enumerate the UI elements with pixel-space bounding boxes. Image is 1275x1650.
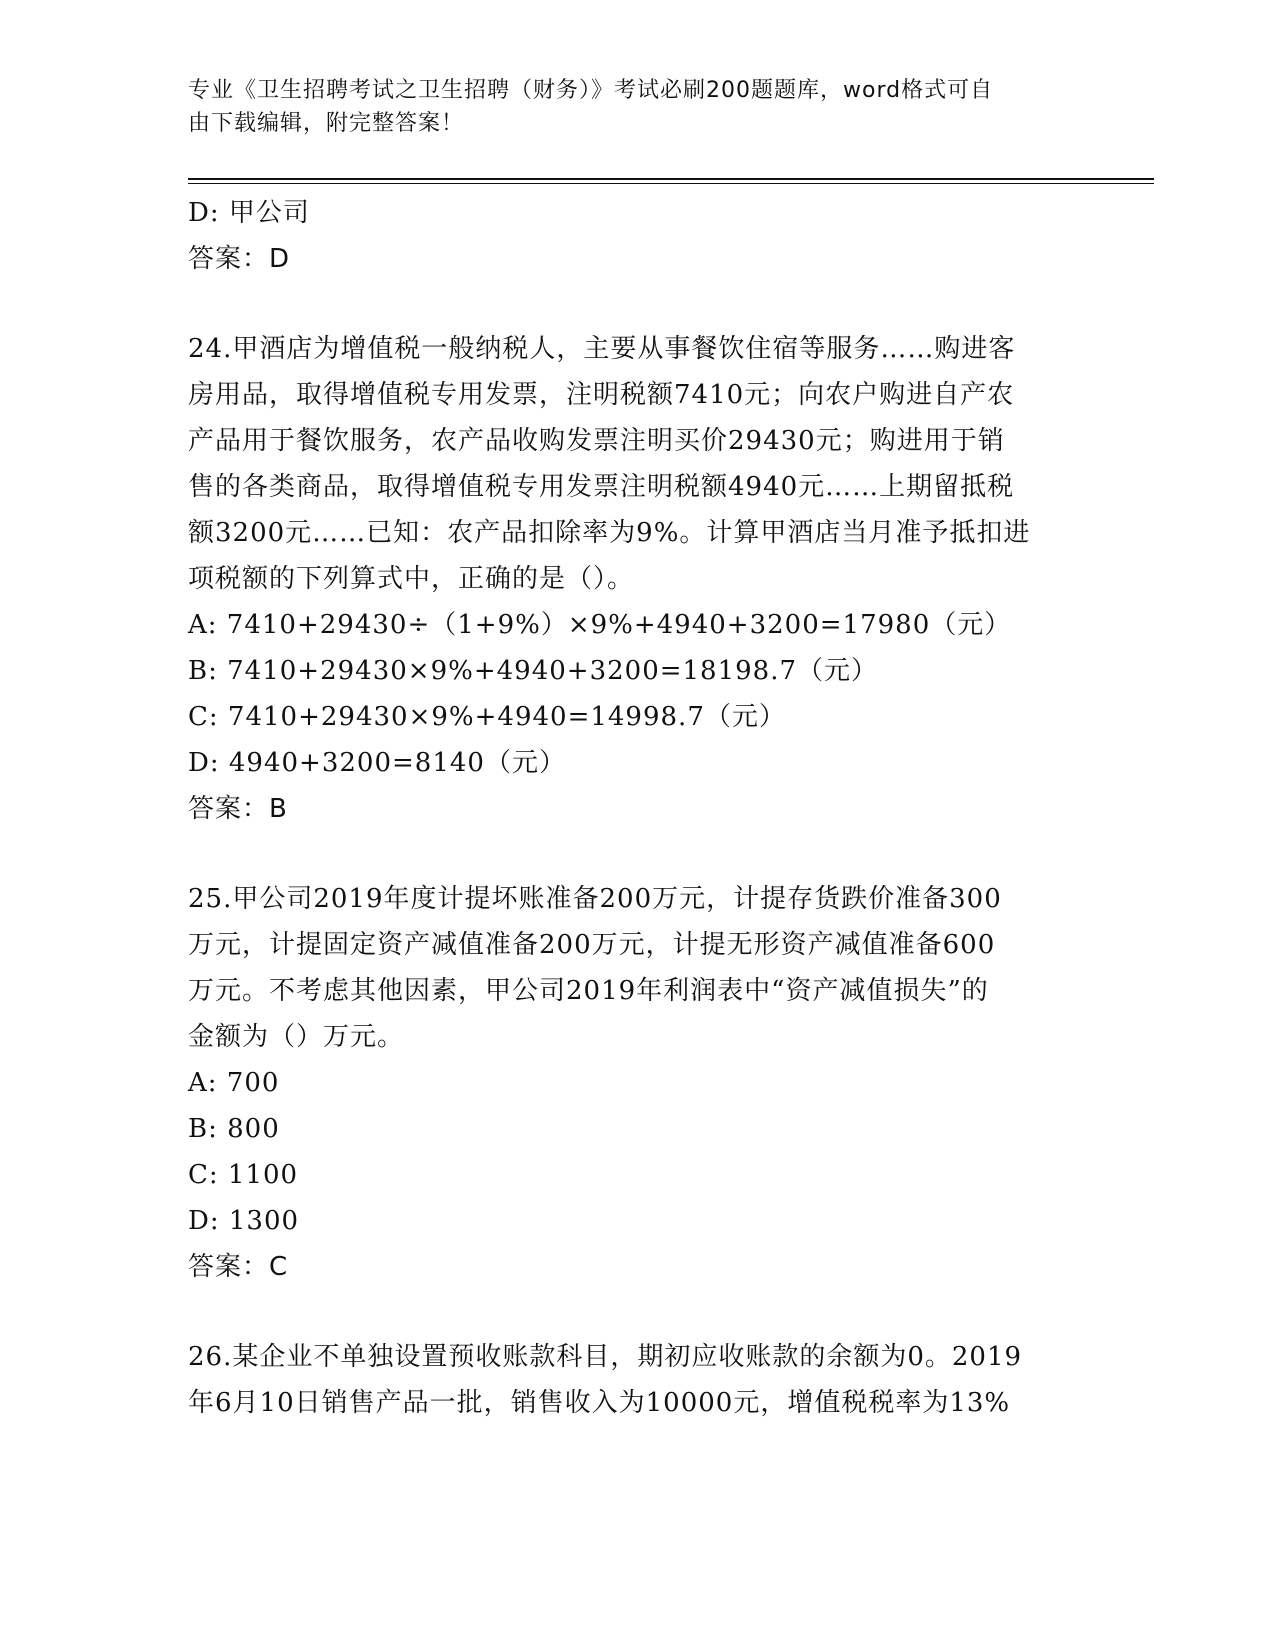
option-d: D: 4940+3200=8140（元） — [188, 748, 566, 778]
header-line-2: 由下载编辑，附完整答案！ — [188, 111, 465, 136]
question-stem — [188, 1334, 1088, 1426]
option-c: C: 7410+29430×9%+4940=14998.7（元） — [188, 702, 786, 732]
document-header — [188, 74, 1068, 140]
header-divider-thick — [188, 178, 1154, 180]
stem-line: 25.甲公司2019年度计提坏账准备200万元，计提存货跌价准备300 — [188, 884, 1002, 914]
question-24 — [188, 326, 1088, 832]
option-d: D: 甲公司 — [188, 198, 310, 228]
question-23-tail — [188, 190, 1088, 282]
option-a: A: 7410+29430÷（1+9%）×9%+4940+3200=17980（元） — [188, 610, 1012, 640]
option-d: D: 1300 — [188, 1206, 300, 1236]
answer-line: 答案：C — [188, 1252, 289, 1282]
option-a: A: 700 — [188, 1068, 280, 1098]
question-stem — [188, 326, 1088, 602]
question-26 — [188, 1334, 1088, 1426]
answer-line: 答案：D — [188, 244, 291, 274]
header-divider-thin — [188, 183, 1154, 184]
stem-line: 房用品，取得增值税专用发票，注明税额7410元；向农户购进自产农 — [188, 380, 1015, 410]
stem-line: 万元。不考虑其他因素，甲公司2019年利润表中“资产减值损失”的 — [188, 976, 989, 1006]
stem-line: 万元，计提固定资产减值准备200万元，计提无形资产减值准备600 — [188, 930, 996, 960]
stem-line: 项税额的下列算式中，正确的是（）。 — [188, 564, 635, 594]
question-25 — [188, 876, 1088, 1290]
stem-line: 金额为（）万元。 — [188, 1022, 405, 1052]
option-b: B: 7410+29430×9%+4940+3200=18198.7（元） — [188, 656, 879, 686]
document-body — [188, 190, 1088, 1426]
option-c: C: 1100 — [188, 1160, 299, 1190]
stem-line: 年6月10日销售产品一批，销售收入为10000元，增值税税率为13% — [188, 1388, 1011, 1418]
answer-line: 答案：B — [188, 794, 288, 824]
stem-line: 26.某企业不单独设置预收账款科目，期初应收账款的余额为0。2019 — [188, 1342, 1023, 1372]
question-stem — [188, 876, 1088, 1060]
option-b: B: 800 — [188, 1114, 280, 1144]
stem-line: 额3200元……已知：农产品扣除率为9%。计算甲酒店当月准予抵扣进 — [188, 518, 1031, 548]
stem-line: 产品用于餐饮服务，农产品收购发票注明买价29430元；购进用于销 — [188, 426, 1005, 456]
stem-line: 24.甲酒店为增值税一般纳税人，主要从事餐饮住宿等服务……购进客 — [188, 334, 1016, 364]
stem-line: 售的各类商品，取得增值税专用发票注明税额4940元……上期留抵税 — [188, 472, 1015, 502]
header-line-1: 专业《卫生招聘考试之卫生招聘（财务）》考试必刷200题题库，word格式可自 — [188, 78, 994, 103]
